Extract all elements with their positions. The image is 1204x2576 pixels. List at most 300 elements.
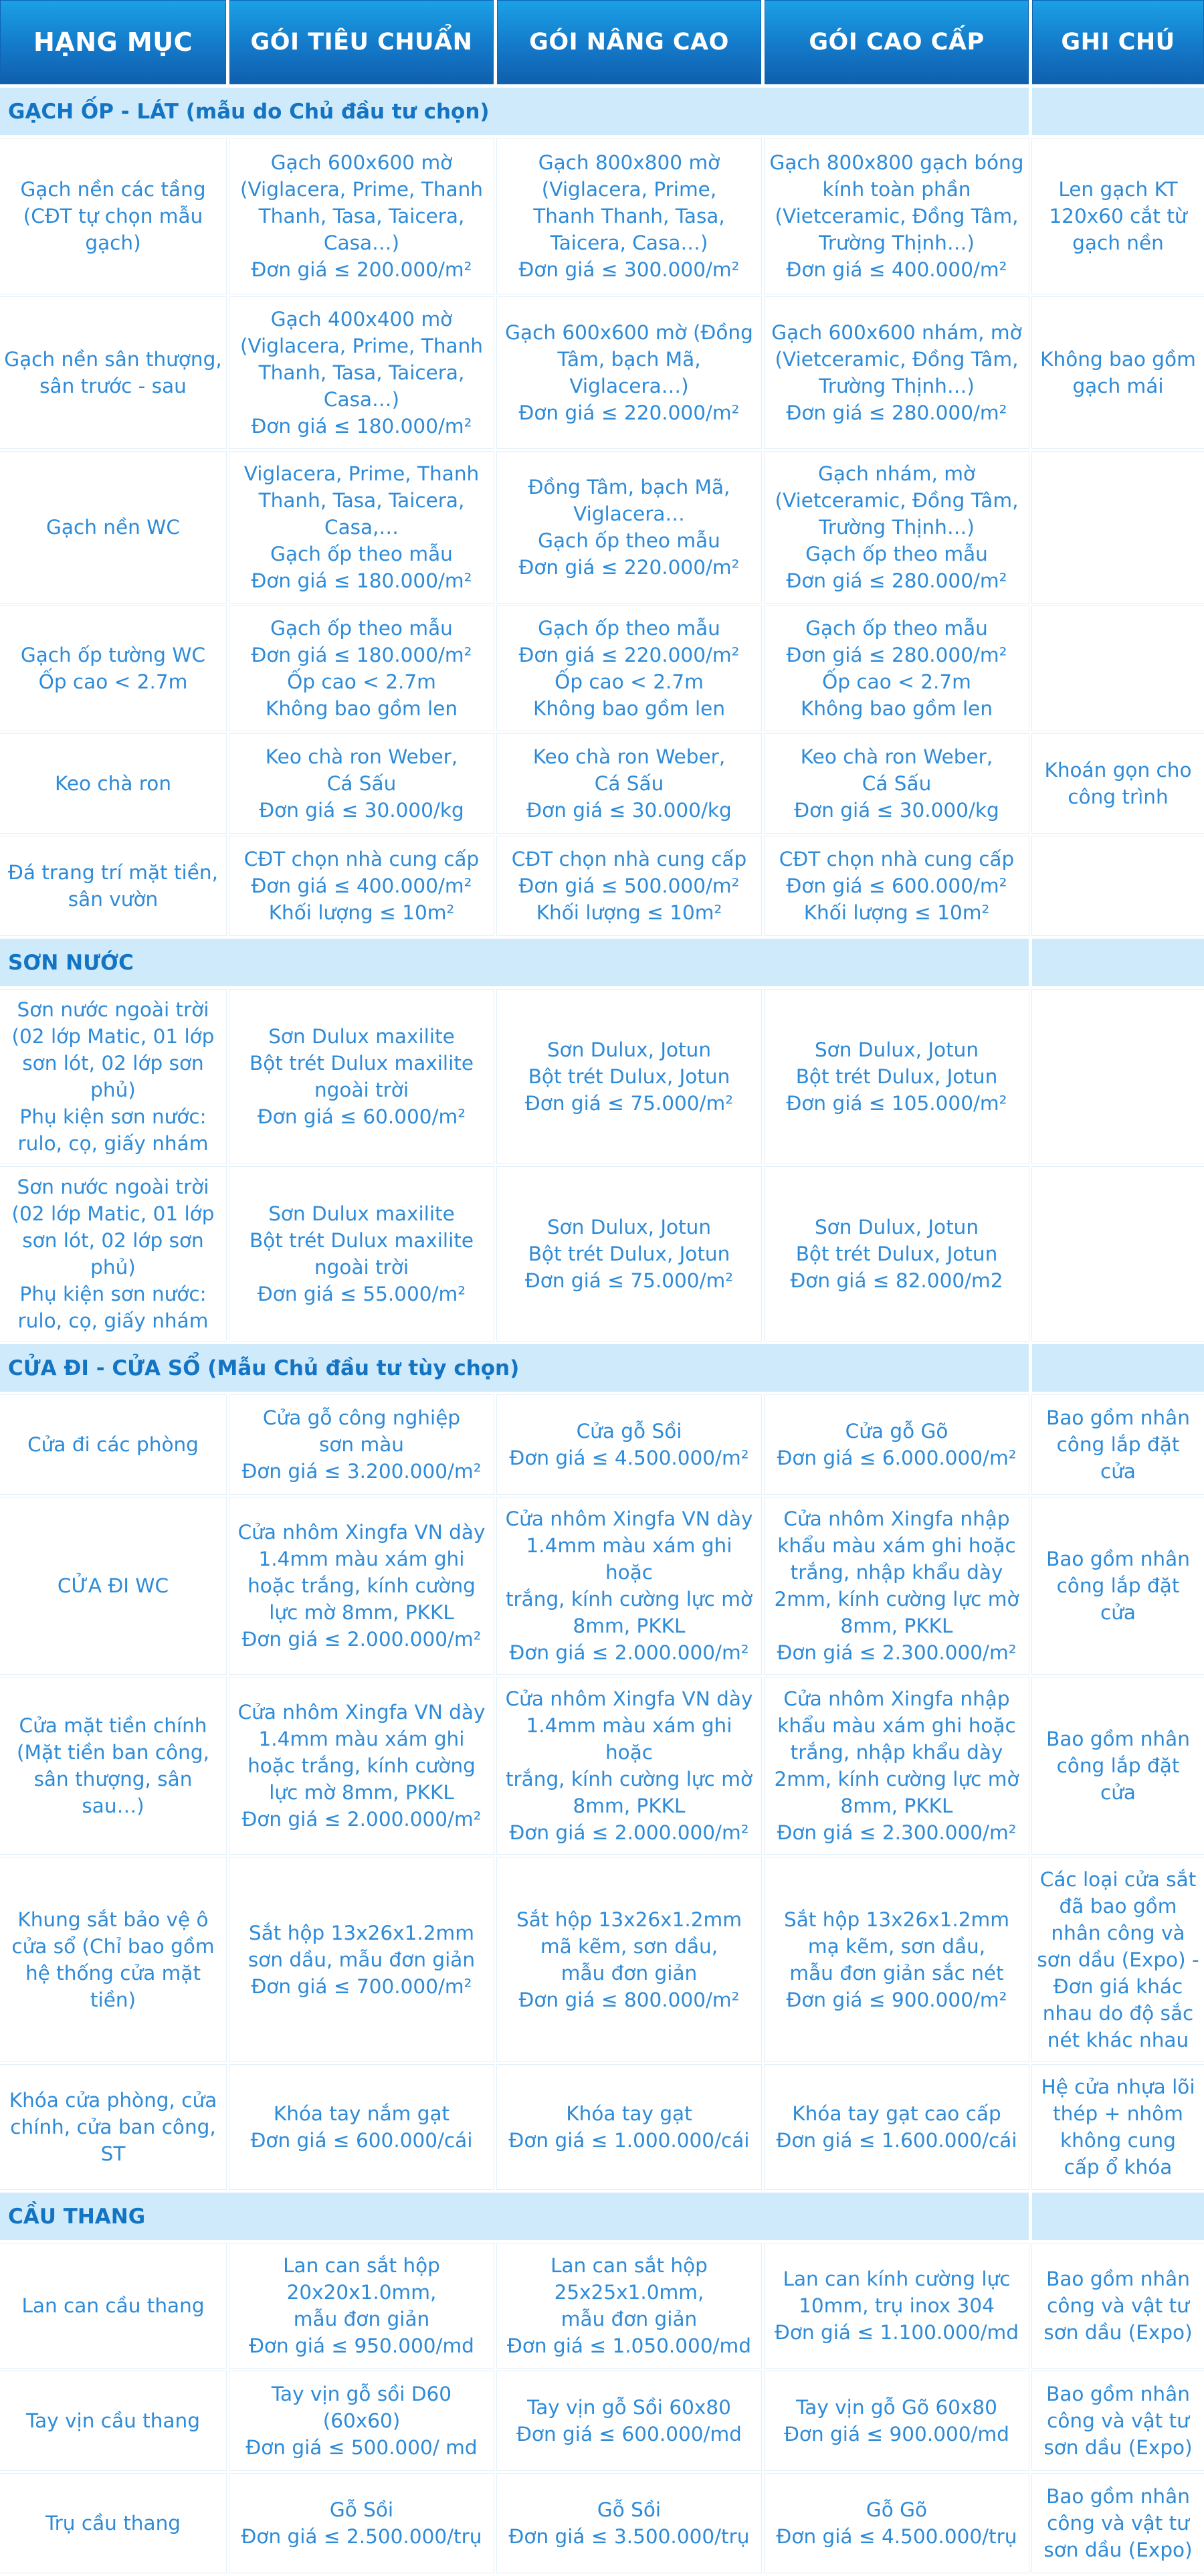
cell-line: sơn dầu, mẫu đơn giản	[247, 1948, 476, 1971]
cell-line: Khóa cửa phòng, cửa	[9, 2089, 217, 2112]
cell-line: (Vietceramic, Đồng Tâm,	[775, 348, 1019, 371]
cell-line: tiền)	[90, 1988, 136, 2011]
header-standard-package: GÓI TIÊU CHUẨN	[229, 0, 494, 84]
note-cell	[1032, 1497, 1204, 1674]
cell-line: Đơn giá ≤ 1.050.000/md	[507, 2334, 751, 2357]
cell-line: Gạch 600x600 nhám, mờ	[771, 321, 1022, 344]
cell-line: Cửa gỗ công nghiệp	[262, 1406, 461, 1429]
cell-line: 20x20x1.0mm,	[286, 2281, 437, 2304]
cell-line: Sơn Dulux, Jotun	[814, 1038, 979, 1061]
cell-line: Không bao gồm len	[265, 697, 458, 720]
standard-cell	[229, 1857, 494, 2061]
cell-line: Bao gồm nhân	[1046, 1406, 1190, 1429]
cell-line: Đơn giá ≤ 3.500.000/trụ	[508, 2525, 750, 2548]
standard-cell	[229, 606, 494, 731]
category-cell	[0, 1857, 226, 2061]
cell-line: công trình	[1068, 786, 1169, 808]
cell-line: Sơn Dulux maxilite	[268, 1025, 455, 1048]
cell-line: Bao gồm nhân	[1046, 1548, 1190, 1570]
cell-line: Casa,…	[324, 516, 399, 539]
cell-line: Sắt hộp 13x26x1.2mm	[249, 1921, 474, 1944]
section-title: SƠN NƯỚC	[0, 939, 1029, 986]
note-cell	[1032, 734, 1204, 833]
cell-line: Cửa mặt tiền chính	[19, 1714, 207, 1737]
cell-line: Đá trang trí mặt tiền,	[8, 861, 218, 884]
cell-line: Tay vịn gỗ sồi D60 (60x60)	[271, 2383, 452, 2432]
cell-line: Đơn giá ≤ 600.000/md	[516, 2423, 742, 2446]
premium-cell	[765, 1497, 1029, 1674]
header-advanced-package: GÓI NÂNG CAO	[497, 0, 761, 84]
cell-line: 1.4mm màu xám ghi hoặc	[526, 1714, 732, 1764]
cell-line: Gạch 800x800 gạch bóng	[769, 151, 1024, 174]
cell-line: Đơn giá ≤ 600.000/m²	[786, 875, 1007, 897]
cell-line: Đơn giá ≤ 280.000/m²	[786, 569, 1007, 592]
header-row	[0, 0, 1204, 84]
cell-line: Sơn nước ngoài trời	[17, 1176, 209, 1198]
table-body	[0, 88, 1204, 2573]
cell-line: (Viglacera, Prime, Thanh	[240, 178, 483, 201]
cell-line: ST	[100, 2142, 126, 2165]
cell-line: sân trước - sau	[39, 375, 187, 397]
cell-line: Đơn giá ≤ 220.000/m²	[518, 556, 740, 579]
cell-line: sơn màu	[318, 1433, 404, 1456]
cell-line: Đơn giá ≤ 2.000.000/m²	[509, 1821, 749, 1844]
note-cell	[1032, 2065, 1204, 2189]
cell-line: công và vật tư	[1047, 2512, 1189, 2535]
cell-line: Keo chà ron Weber,	[532, 745, 726, 768]
cell-line: Đơn giá ≤ 30.000/kg	[526, 799, 732, 822]
cell-line: trắng, kính cường lực mờ	[505, 1588, 753, 1611]
standard-cell	[229, 452, 494, 603]
cell-line: mẫu đơn giản	[293, 2308, 430, 2330]
advanced-cell	[497, 2065, 761, 2189]
cell-line: Keo chà ron	[54, 772, 172, 795]
cell-line: ngoài trời	[314, 1079, 409, 1101]
cell-line: Phụ kiện sơn nước:	[19, 1105, 207, 1128]
header-premium-package: GÓI CAO CẤP	[765, 0, 1029, 84]
cell-line: Bột trét Dulux, Jotun	[528, 1243, 730, 1265]
cell-line: Đơn giá ≤ 220.000/m²	[518, 644, 740, 666]
cell-line: Đơn giá ≤ 900.000/md	[784, 2423, 1009, 2446]
cell-line: Sơn Dulux, Jotun	[546, 1038, 712, 1061]
cell-line: gạch nền	[1072, 232, 1164, 254]
cell-line: Cửa nhôm Xingfa VN dày	[505, 1507, 753, 1530]
cell-line: Đơn giá ≤ 30.000/kg	[794, 799, 999, 822]
cell-line: Gạch 600x600 mờ (Đồng	[505, 321, 753, 344]
cell-line: Gỗ Sồi	[329, 2498, 394, 2521]
cell-line: Viglacera…	[573, 502, 685, 525]
cell-line: Đơn giá ≤ 180.000/m²	[251, 415, 472, 438]
cell-line: Đơn giá ≤ 400.000/m²	[251, 875, 472, 897]
cell-line: CỬA ĐI WC	[57, 1574, 169, 1597]
cell-line: Khung sắt bảo vệ ô	[17, 1908, 209, 1931]
cell-line: Ốp cao < 2.7m	[38, 670, 188, 693]
cell-line: Đơn giá ≤ 280.000/m²	[786, 401, 1007, 424]
cell-line: hệ thống cửa mặt	[25, 1961, 201, 1985]
advanced-cell	[497, 452, 761, 603]
cell-line: Lan can sắt hộp	[283, 2254, 440, 2277]
note-cell	[1032, 990, 1204, 1164]
cell-line: Gạch nền sân thượng,	[4, 348, 222, 371]
premium-cell	[765, 990, 1029, 1164]
cell-line: mẫu đơn giản	[561, 1961, 698, 1985]
cell-line: Gạch ốp theo mẫu	[538, 529, 720, 552]
header-notes: GHI CHÚ	[1032, 0, 1204, 84]
cell-line: 120x60 cắt từ	[1049, 205, 1187, 227]
premium-cell	[765, 297, 1029, 448]
premium-cell	[765, 2065, 1029, 2189]
cell-line: Gạch 600x600 mờ	[270, 151, 453, 174]
cell-line: khẩu màu xám ghi hoặc	[777, 1534, 1016, 1557]
section-note-cell	[1032, 939, 1204, 986]
cell-line: Keo chà ron Weber,	[800, 745, 993, 768]
advanced-cell	[497, 606, 761, 731]
cell-line: Khóa tay gạt	[566, 2102, 692, 2125]
cell-line: Đơn giá ≤ 700.000/m²	[251, 1974, 472, 1998]
cell-line: Gạch ốp theo mẫu	[270, 617, 453, 640]
cell-line: mẫu đơn giản sắc nét	[789, 1961, 1004, 1985]
cell-line: Lan can kính cường lực	[783, 2268, 1011, 2290]
cell-line: Tay vịn gỗ Gõ 60x80	[796, 2396, 997, 2419]
advanced-cell	[497, 2474, 761, 2573]
cell-line: Cửa gỗ Gõ	[845, 1420, 948, 1443]
note-cell	[1032, 1395, 1204, 1494]
category-cell	[0, 1677, 226, 1854]
advanced-cell	[497, 1677, 761, 1854]
cell-line: nhau do độ sắc	[1042, 2001, 1194, 2025]
cell-line: Cửa nhôm Xingfa VN dày	[237, 1521, 486, 1544]
cell-line: 1.4mm màu xám ghi	[258, 1728, 465, 1750]
section-title: GẠCH ỐP - LÁT (mẫu do Chủ đầu tư chọn)	[0, 88, 1029, 135]
cell-line: sơn dầu (Expo)	[1043, 2436, 1193, 2459]
cell-line: Ốp cao < 2.7m	[555, 670, 704, 693]
cell-line: Đồng Tâm, bạch Mã,	[528, 476, 730, 498]
premium-cell	[765, 1167, 1029, 1341]
cell-line: Các loại cửa sắt	[1039, 1867, 1197, 1891]
section-row	[0, 2193, 1204, 2240]
cell-line: trắng, nhập khẩu dày	[790, 1741, 1003, 1764]
cell-line: rulo, cọ, giấy nhám	[17, 1309, 209, 1332]
advanced-cell	[497, 139, 761, 294]
cell-line: mẫu đơn giản	[561, 2308, 698, 2330]
cell-line: cấp ổ khóa	[1064, 2156, 1173, 2179]
standard-cell	[229, 2474, 494, 2573]
cell-line: Đơn giá ≤ 30.000/kg	[259, 799, 464, 822]
advanced-cell	[497, 2243, 761, 2368]
cell-line: hoặc trắng, kính cường	[247, 1574, 476, 1597]
cell-line: sơn dầu (Expo)	[1043, 2539, 1193, 2561]
cell-line: Đơn giá ≤ 82.000/m2	[790, 1269, 1003, 1292]
cell-line: Đơn giá ≤ 75.000/m²	[524, 1092, 734, 1115]
note-cell	[1032, 2474, 1204, 2573]
cell-line: gạch)	[85, 232, 141, 254]
cell-line: (Vietceramic, Đồng Tâm,	[775, 205, 1019, 227]
standard-cell	[229, 2371, 494, 2470]
cell-line: Gạch nhám, mờ	[818, 462, 975, 485]
advanced-cell	[497, 836, 761, 935]
cell-line: 8mm, PKKL	[840, 1615, 953, 1637]
cell-line: Đơn giá ≤ 900.000/m²	[786, 1988, 1007, 2011]
standard-cell	[229, 1395, 494, 1494]
cell-line: Cá Sấu	[862, 772, 932, 795]
cell-line: Cửa nhôm Xingfa VN dày	[505, 1687, 753, 1710]
cell-line: Đơn giá ≤ 2.000.000/m²	[241, 1628, 482, 1651]
cell-line: Đơn giá ≤ 500.000/m²	[518, 875, 740, 897]
table-row	[0, 1395, 1204, 1494]
cell-line: sơn dầu (Expo) -	[1037, 1948, 1199, 1971]
note-cell	[1032, 297, 1204, 448]
cell-line: Đơn giá ≤ 950.000/md	[249, 2334, 474, 2357]
premium-cell	[765, 734, 1029, 833]
cell-line: Đơn giá ≤ 55.000/m²	[257, 1283, 466, 1305]
cell-line: Đơn giá ≤ 2.500.000/trụ	[241, 2525, 482, 2548]
cell-line: công và vật tư	[1047, 2409, 1189, 2432]
premium-cell	[765, 452, 1029, 603]
cell-line: CĐT chọn nhà cung cấp	[243, 848, 480, 870]
cell-line: Gạch 800x800 mờ	[538, 151, 720, 174]
cell-line: công lắp đặt	[1056, 1433, 1180, 1456]
cell-line: Đơn giá ≤ 2.300.000/m²	[777, 1641, 1017, 1664]
standard-cell	[229, 836, 494, 935]
cell-line: Trường Thịnh…)	[819, 375, 975, 397]
cell-line: Đơn giá ≤ 105.000/m²	[786, 1092, 1007, 1115]
category-cell	[0, 2371, 226, 2470]
cell-line: không cung	[1060, 2129, 1176, 2152]
cell-line: Cá Sấu	[594, 772, 664, 795]
cell-line: Gỗ Gõ	[866, 2498, 928, 2521]
advanced-cell	[497, 1497, 761, 1674]
premium-cell	[765, 1677, 1029, 1854]
cell-line: 2mm, kính cường lực mờ	[774, 1768, 1019, 1790]
cell-line: Đơn giá ≤ 2.000.000/m²	[241, 1808, 482, 1831]
category-cell	[0, 1395, 226, 1494]
note-cell	[1032, 606, 1204, 731]
cell-line: Gạch ốp theo mẫu	[805, 617, 988, 640]
cell-line: Đơn giá ≤ 3.200.000/m²	[241, 1460, 482, 1483]
section-title: CẦU THANG	[0, 2193, 1029, 2240]
cell-line: lực mờ 8mm, PKKL	[269, 1781, 454, 1804]
cell-line: CĐT chọn nhà cung cấp	[511, 848, 747, 870]
table-row	[0, 1167, 1204, 1341]
category-cell	[0, 2243, 226, 2368]
cell-line: Cá Sấu	[326, 772, 397, 795]
cell-line: 2mm, kính cường lực mờ	[774, 1588, 1019, 1611]
cell-line: Thanh, Tasa, Taicera,	[258, 489, 465, 512]
standard-cell	[229, 1167, 494, 1341]
note-cell	[1032, 1677, 1204, 1854]
note-cell	[1032, 139, 1204, 294]
cell-line: Đơn giá ≤ 1.600.000/cái	[776, 2129, 1017, 2152]
cell-line: Không bao gồm	[1040, 348, 1196, 371]
table-row	[0, 2371, 1204, 2470]
table-row	[0, 1857, 1204, 2061]
cell-line: Sơn Dulux, Jotun	[814, 1216, 979, 1238]
cell-line: Đơn giá ≤ 75.000/m²	[524, 1269, 734, 1292]
note-cell	[1032, 2243, 1204, 2368]
cell-line: Viglacera…)	[569, 375, 689, 397]
standard-cell	[229, 990, 494, 1164]
standard-cell	[229, 2065, 494, 2189]
cell-line: 1.4mm màu xám ghi hoặc	[526, 1534, 732, 1584]
category-cell	[0, 452, 226, 603]
cell-line: trắng, nhập khẩu dày	[790, 1561, 1003, 1584]
cell-line: Đơn giá ≤ 200.000/m²	[251, 258, 472, 281]
cell-line: cửa	[1100, 1601, 1136, 1624]
cell-line: rulo, cọ, giấy nhám	[17, 1132, 209, 1155]
cell-line: Trường Thịnh…)	[819, 232, 975, 254]
cell-line: 25x25x1.0mm,	[554, 2281, 704, 2304]
table-row	[0, 990, 1204, 1164]
premium-cell	[765, 139, 1029, 294]
section-row	[0, 88, 1204, 135]
cell-line: 1.4mm màu xám ghi	[258, 1548, 465, 1570]
cell-line: ngoài trời	[314, 1256, 409, 1279]
category-cell	[0, 2065, 226, 2189]
cell-line: lực mờ 8mm, PKKL	[269, 1601, 454, 1624]
cell-line: Sơn nước ngoài trời	[17, 998, 209, 1021]
cell-line: cửa sổ (Chỉ bao gồm	[11, 1934, 215, 1958]
cell-line: (CĐT tự chọn mẫu	[23, 205, 203, 227]
cell-line: Khoán gọn cho	[1044, 759, 1192, 781]
advanced-cell	[497, 2371, 761, 2470]
cell-line: Trường Thịnh…)	[819, 516, 975, 539]
cell-line: Bột trét Dulux maxilite	[249, 1229, 474, 1252]
cell-line: Bao gồm nhân	[1046, 1728, 1190, 1750]
category-cell	[0, 2474, 226, 2573]
section-note-cell	[1032, 2193, 1204, 2240]
cell-line: Sắt hộp 13x26x1.2mm	[516, 1908, 742, 1931]
cell-line: Khối lượng ≤ 10m²	[536, 901, 722, 924]
cell-line: Cửa gỗ Sồi	[576, 1420, 682, 1443]
cell-line: Casa…)	[323, 232, 400, 254]
cell-line: Cửa nhôm Xingfa nhập	[783, 1507, 1010, 1530]
note-cell	[1032, 1167, 1204, 1341]
cell-line: Bột trét Dulux, Jotun	[795, 1065, 998, 1088]
premium-cell	[765, 2243, 1029, 2368]
cell-line: Tay vịn gỗ Sồi 60x80	[527, 2396, 731, 2419]
cell-line: Hệ cửa nhựa lõi	[1041, 2076, 1195, 2098]
cell-line: Đơn giá ≤ 6.000.000/m²	[777, 1447, 1017, 1469]
cell-line: Đơn giá ≤ 60.000/m²	[257, 1105, 466, 1128]
cell-line: Gạch nền WC	[46, 516, 180, 539]
cell-line: sơn dầu (Expo)	[1043, 2321, 1193, 2344]
standard-cell	[229, 297, 494, 448]
cell-line: (Viglacera, Prime, Thanh	[240, 335, 483, 357]
cell-line: Gạch ốp tường WC	[20, 644, 206, 666]
cell-line: Sắt hộp 13x26x1.2mm	[784, 1908, 1009, 1931]
table-row	[0, 139, 1204, 294]
advanced-cell	[497, 1395, 761, 1494]
section-row	[0, 1344, 1204, 1392]
cell-line: hoặc trắng, kính cường	[247, 1754, 476, 1777]
cell-line: Đơn giá ≤ 1.000.000/cái	[508, 2129, 750, 2152]
cell-line: nhân công và	[1051, 1921, 1185, 1944]
cell-line: Đơn giá ≤ 300.000/m²	[518, 258, 740, 281]
table-row	[0, 2243, 1204, 2368]
cell-line: mạ kẽm, sơn dầu,	[807, 1934, 986, 1958]
cell-line: Đơn giá ≤ 2.300.000/m²	[777, 1821, 1017, 1844]
cell-line: sơn lót, 02 lớp sơn phủ)	[22, 1052, 204, 1101]
standard-cell	[229, 1497, 494, 1674]
section-title: CỬA ĐI - CỬA SỔ (Mẫu Chủ đầu tư tùy chọn)	[0, 1344, 1029, 1392]
cell-line: Khóa tay gạt cao cấp	[792, 2102, 1001, 2125]
cell-line: Bao gồm nhân	[1046, 2268, 1190, 2290]
cell-line: Không bao gồm len	[532, 697, 726, 720]
cell-line: Đơn giá ≤ 280.000/m²	[786, 644, 1007, 666]
cell-line: cửa	[1100, 1781, 1136, 1804]
advanced-cell	[497, 1167, 761, 1341]
cell-line: Sơn Dulux maxilite	[268, 1202, 455, 1225]
cell-line: Cửa nhôm Xingfa nhập	[783, 1687, 1010, 1710]
premium-cell	[765, 2371, 1029, 2470]
cell-line: công lắp đặt	[1056, 1574, 1180, 1597]
cell-line: Đơn giá ≤ 1.100.000/md	[775, 2321, 1019, 2344]
cell-line: (Viglacera, Prime,	[541, 178, 717, 201]
advanced-cell	[497, 734, 761, 833]
cell-line: Bột trét Dulux, Jotun	[795, 1243, 998, 1265]
cell-line: Lan can cầu thang	[21, 2294, 205, 2317]
advanced-cell	[497, 297, 761, 448]
cell-line: Len gạch KT	[1058, 178, 1178, 201]
cell-line: thép + nhôm	[1053, 2102, 1183, 2125]
cell-line: Đơn giá ≤ 400.000/m²	[786, 258, 1007, 281]
header-category: HẠNG MỤC	[0, 0, 226, 84]
cell-line: Taicera, Casa…)	[550, 232, 708, 254]
cell-line: 8mm, PKKL	[840, 1795, 953, 1817]
table-row	[0, 1497, 1204, 1674]
note-cell	[1032, 2371, 1204, 2470]
cell-line: Đơn giá ≤ 2.000.000/m²	[509, 1641, 749, 1664]
cell-line: Đơn giá khác	[1053, 1974, 1183, 1998]
cell-line: Đơn giá ≤ 4.500.000/m²	[509, 1447, 749, 1469]
cell-line: Bột trét Dulux, Jotun	[528, 1065, 730, 1088]
cell-line: Khóa tay nắm gạt	[273, 2102, 450, 2125]
category-cell	[0, 297, 226, 448]
cell-line: Gạch nền các tầng	[20, 178, 206, 201]
cell-line: 8mm, PKKL	[573, 1615, 686, 1637]
table-row	[0, 1677, 1204, 1854]
table-row	[0, 297, 1204, 448]
cell-line: 8mm, PKKL	[573, 1795, 686, 1817]
category-cell	[0, 990, 226, 1164]
section-note-cell	[1032, 88, 1204, 135]
premium-cell	[765, 1395, 1029, 1494]
cell-line: Khối lượng ≤ 10m²	[268, 901, 455, 924]
table-row	[0, 836, 1204, 935]
standard-cell	[229, 1677, 494, 1854]
cell-line: (02 lớp Matic, 01 lớp	[11, 1025, 215, 1048]
category-cell	[0, 139, 226, 294]
cell-line: Cửa nhôm Xingfa VN dày	[237, 1701, 486, 1724]
standard-cell	[229, 2243, 494, 2368]
table-row	[0, 452, 1204, 603]
cell-line: Đơn giá ≤ 600.000/cái	[250, 2129, 473, 2152]
note-cell	[1032, 836, 1204, 935]
cell-line: Đơn giá ≤ 500.000/ md	[245, 2436, 478, 2459]
cell-line: sơn lót, 02 lớp sơn phủ)	[22, 1229, 204, 1279]
cell-line: Ốp cao < 2.7m	[287, 670, 436, 693]
table-row	[0, 606, 1204, 731]
cell-line: Thanh, Tasa, Taicera,	[258, 361, 465, 384]
cell-line: cửa	[1100, 1460, 1136, 1483]
cell-line: Tay vịn cầu thang	[26, 2409, 200, 2432]
table-row	[0, 734, 1204, 833]
cell-line: Keo chà ron Weber,	[265, 745, 458, 768]
cell-line: (02 lớp Matic, 01 lớp	[11, 1202, 215, 1225]
cell-line: khẩu màu xám ghi hoặc	[777, 1714, 1016, 1737]
cell-line: 10mm, trụ inox 304	[799, 2294, 995, 2317]
advanced-cell	[497, 990, 761, 1164]
